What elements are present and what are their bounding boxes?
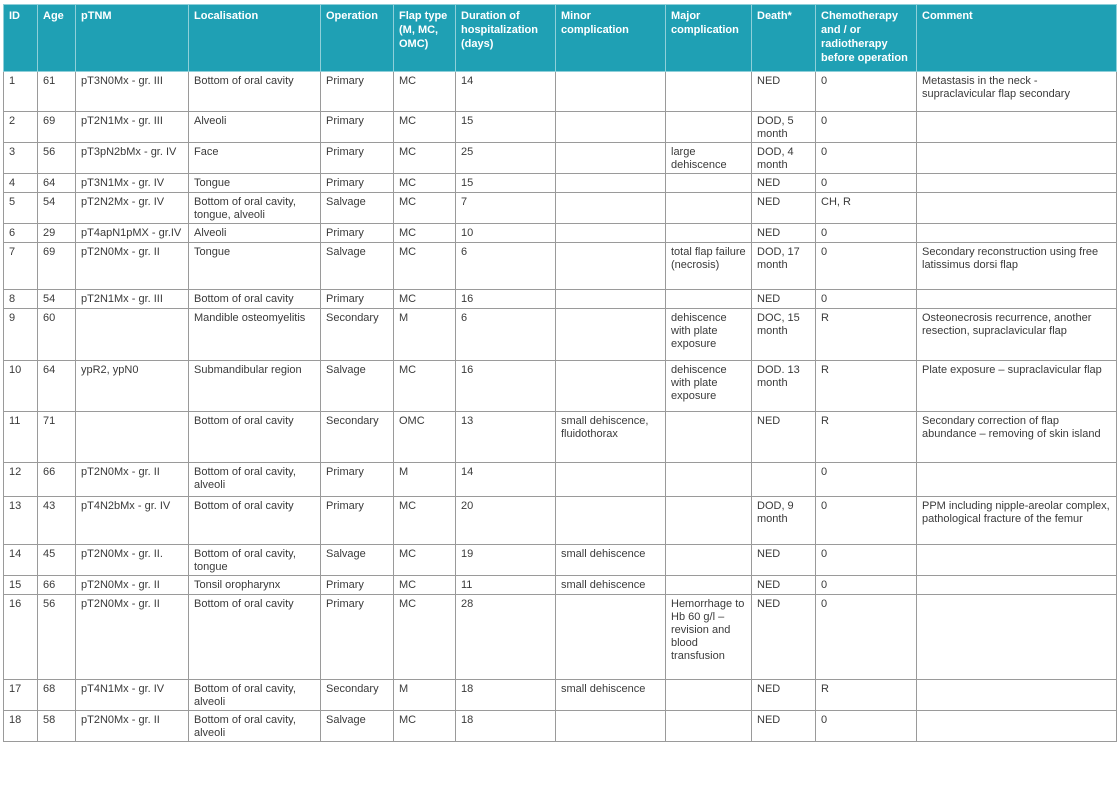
table-cell-ptnm: pT2N1Mx - gr. III — [76, 290, 189, 309]
table-cell-flap-type: MC — [394, 545, 456, 576]
table-cell-minor-complication: small dehiscence — [556, 576, 666, 595]
table-row — [4, 72, 1117, 112]
table-cell-localisation: Bottom of oral cavity — [189, 412, 321, 463]
column-header-major-complication: Major complication — [666, 5, 752, 72]
column-header-comment: Comment — [917, 5, 1117, 72]
table-cell-localisation: Bottom of oral cavity — [189, 497, 321, 545]
table-cell-minor-complication — [556, 463, 666, 497]
table-cell-duration: 14 — [456, 463, 556, 497]
table-cell-operation: Primary — [321, 174, 394, 193]
table-cell-death: NED — [752, 412, 816, 463]
table-cell-flap-type: MC — [394, 576, 456, 595]
table-cell-flap-type: M — [394, 309, 456, 361]
table-cell-localisation: Face — [189, 143, 321, 174]
table-row — [4, 680, 1117, 711]
table-cell-age: 56 — [38, 595, 76, 680]
table-cell-minor-complication — [556, 112, 666, 143]
table-container — [3, 4, 1117, 742]
table-cell-age: 54 — [38, 290, 76, 309]
table-cell-id: 8 — [4, 290, 38, 309]
table-cell-flap-type: MC — [394, 174, 456, 193]
table-cell-death: DOD, 9 month — [752, 497, 816, 545]
table-cell-id: 3 — [4, 143, 38, 174]
table-cell-chemo-radio: 0 — [816, 595, 917, 680]
table-cell-major-complication — [666, 680, 752, 711]
table-cell-duration: 6 — [456, 243, 556, 290]
table-cell-id: 14 — [4, 545, 38, 576]
table-row — [4, 193, 1117, 224]
table-cell-localisation: Alveoli — [189, 224, 321, 243]
table-cell-id: 13 — [4, 497, 38, 545]
table-cell-ptnm: pT2N1Mx - gr. III — [76, 112, 189, 143]
table-cell-major-complication — [666, 224, 752, 243]
table-cell-death: NED — [752, 174, 816, 193]
table-cell-flap-type: MC — [394, 143, 456, 174]
table-cell-comment: Secondary correction of flap abundance – removing of skin island — [917, 412, 1117, 463]
column-header-localisation: Localisation — [189, 5, 321, 72]
column-header-minor-complication: Minor complication — [556, 5, 666, 72]
table-cell-minor-complication — [556, 595, 666, 680]
table-cell-operation: Salvage — [321, 193, 394, 224]
table-cell-death: NED — [752, 711, 816, 742]
table-cell-death: DOD, 17 month — [752, 243, 816, 290]
table-cell-id: 17 — [4, 680, 38, 711]
table-cell-chemo-radio: 0 — [816, 463, 917, 497]
table-cell-age: 54 — [38, 193, 76, 224]
table-cell-ptnm: pT2N0Mx - gr. II — [76, 595, 189, 680]
table-cell-death: DOD, 4 month — [752, 143, 816, 174]
table-cell-minor-complication — [556, 309, 666, 361]
table-row — [4, 463, 1117, 497]
table-cell-operation: Primary — [321, 595, 394, 680]
patient-table — [3, 4, 1117, 742]
table-cell-chemo-radio: 0 — [816, 174, 917, 193]
table-cell-id: 7 — [4, 243, 38, 290]
table-cell-id: 10 — [4, 361, 38, 412]
table-cell-minor-complication: small dehiscence — [556, 545, 666, 576]
table-row — [4, 595, 1117, 680]
table-cell-operation: Secondary — [321, 680, 394, 711]
table-cell-localisation: Bottom of oral cavity, alveoli — [189, 463, 321, 497]
table-cell-age: 71 — [38, 412, 76, 463]
table-cell-localisation: Alveoli — [189, 112, 321, 143]
table-cell-chemo-radio: R — [816, 361, 917, 412]
table-cell-death: NED — [752, 545, 816, 576]
table-cell-localisation: Bottom of oral cavity — [189, 72, 321, 112]
table-cell-minor-complication — [556, 72, 666, 112]
table-cell-age: 58 — [38, 711, 76, 742]
table-cell-age: 61 — [38, 72, 76, 112]
table-cell-major-complication — [666, 112, 752, 143]
table-cell-major-complication — [666, 576, 752, 595]
table-cell-chemo-radio: 0 — [816, 112, 917, 143]
table-cell-id: 12 — [4, 463, 38, 497]
table-cell-age: 64 — [38, 174, 76, 193]
table-cell-chemo-radio: 0 — [816, 224, 917, 243]
table-cell-ptnm — [76, 309, 189, 361]
table-cell-death: DOC, 15 month — [752, 309, 816, 361]
table-cell-ptnm — [76, 412, 189, 463]
column-header-flap-type: Flap type (M, MC, OMC) — [394, 5, 456, 72]
table-cell-duration: 6 — [456, 309, 556, 361]
table-cell-duration: 15 — [456, 174, 556, 193]
table-cell-chemo-radio: 0 — [816, 576, 917, 595]
table-cell-flap-type: MC — [394, 243, 456, 290]
table-cell-localisation: Bottom of oral cavity, tongue — [189, 545, 321, 576]
table-cell-operation: Primary — [321, 224, 394, 243]
table-cell-major-complication: dehiscence with plate exposure — [666, 309, 752, 361]
table-cell-chemo-radio: R — [816, 412, 917, 463]
table-cell-flap-type: MC — [394, 72, 456, 112]
table-row — [4, 412, 1117, 463]
table-cell-minor-complication — [556, 361, 666, 412]
table-cell-ptnm: pT2N2Mx - gr. IV — [76, 193, 189, 224]
table-cell-localisation: Tonsil oropharynx — [189, 576, 321, 595]
table-cell-duration: 16 — [456, 361, 556, 412]
table-cell-flap-type: M — [394, 680, 456, 711]
table-cell-localisation: Tongue — [189, 243, 321, 290]
table-cell-duration: 13 — [456, 412, 556, 463]
table-cell-death — [752, 463, 816, 497]
column-header-id: ID — [4, 5, 38, 72]
table-cell-major-complication: dehiscence with plate exposure — [666, 361, 752, 412]
table-cell-flap-type: OMC — [394, 412, 456, 463]
table-row — [4, 497, 1117, 545]
table-cell-flap-type: MC — [394, 193, 456, 224]
table-row — [4, 711, 1117, 742]
table-cell-operation: Primary — [321, 290, 394, 309]
table-cell-duration: 14 — [456, 72, 556, 112]
table-cell-ptnm: pT2N0Mx - gr. II — [76, 576, 189, 595]
table-cell-operation: Salvage — [321, 243, 394, 290]
table-cell-death: NED — [752, 576, 816, 595]
table-cell-operation: Primary — [321, 463, 394, 497]
table-cell-comment: Plate exposure – supraclavicular flap — [917, 361, 1117, 412]
table-cell-operation: Primary — [321, 576, 394, 595]
table-cell-major-complication — [666, 497, 752, 545]
table-cell-operation: Primary — [321, 497, 394, 545]
table-cell-localisation: Tongue — [189, 174, 321, 193]
table-cell-duration: 25 — [456, 143, 556, 174]
table-body — [4, 72, 1117, 742]
table-cell-major-complication — [666, 545, 752, 576]
table-cell-comment: PPM including nipple-areolar complex, pathological fracture of the femur — [917, 497, 1117, 545]
table-cell-comment — [917, 545, 1117, 576]
table-cell-localisation: Bottom of oral cavity, alveoli — [189, 711, 321, 742]
table-cell-major-complication — [666, 72, 752, 112]
table-cell-flap-type: M — [394, 463, 456, 497]
table-cell-age: 56 — [38, 143, 76, 174]
table-row — [4, 290, 1117, 309]
table-cell-duration: 18 — [456, 680, 556, 711]
table-cell-death: NED — [752, 72, 816, 112]
table-row — [4, 224, 1117, 243]
table-row — [4, 361, 1117, 412]
table-cell-major-complication — [666, 174, 752, 193]
table-cell-flap-type: MC — [394, 497, 456, 545]
table-cell-age: 29 — [38, 224, 76, 243]
table-cell-comment — [917, 193, 1117, 224]
table-cell-id: 2 — [4, 112, 38, 143]
table-cell-death: NED — [752, 680, 816, 711]
table-cell-duration: 10 — [456, 224, 556, 243]
table-cell-chemo-radio: 0 — [816, 545, 917, 576]
table-cell-age: 69 — [38, 243, 76, 290]
table-cell-minor-complication: small dehiscence, fluidothorax — [556, 412, 666, 463]
table-cell-id: 6 — [4, 224, 38, 243]
table-row — [4, 243, 1117, 290]
table-cell-id: 9 — [4, 309, 38, 361]
table-cell-minor-complication — [556, 174, 666, 193]
table-row — [4, 545, 1117, 576]
table-cell-comment — [917, 112, 1117, 143]
table-cell-ptnm: pT2N0Mx - gr. II. — [76, 545, 189, 576]
table-cell-operation: Secondary — [321, 412, 394, 463]
table-cell-age: 43 — [38, 497, 76, 545]
table-cell-id: 11 — [4, 412, 38, 463]
table-cell-ptnm: pT2N0Mx - gr. II — [76, 243, 189, 290]
table-cell-localisation: Submandibular region — [189, 361, 321, 412]
table-cell-comment — [917, 595, 1117, 680]
table-cell-id: 15 — [4, 576, 38, 595]
table-row — [4, 112, 1117, 143]
table-cell-age: 60 — [38, 309, 76, 361]
table-cell-localisation: Bottom of oral cavity — [189, 595, 321, 680]
table-cell-death: NED — [752, 595, 816, 680]
table-cell-ptnm: pT4N2bMx - gr. IV — [76, 497, 189, 545]
table-row — [4, 309, 1117, 361]
table-row — [4, 576, 1117, 595]
table-cell-flap-type: MC — [394, 595, 456, 680]
table-cell-minor-complication — [556, 193, 666, 224]
table-cell-minor-complication — [556, 711, 666, 742]
table-cell-operation: Primary — [321, 112, 394, 143]
table-cell-duration: 20 — [456, 497, 556, 545]
table-cell-comment — [917, 224, 1117, 243]
table-cell-chemo-radio: 0 — [816, 72, 917, 112]
table-cell-minor-complication: small dehiscence — [556, 680, 666, 711]
table-cell-minor-complication — [556, 243, 666, 290]
table-cell-chemo-radio: R — [816, 680, 917, 711]
table-cell-ptnm: pT4apN1pMX - gr.IV — [76, 224, 189, 243]
table-cell-comment — [917, 290, 1117, 309]
table-cell-operation: Salvage — [321, 545, 394, 576]
table-cell-operation: Salvage — [321, 361, 394, 412]
table-cell-localisation: Bottom of oral cavity, tongue, alveoli — [189, 193, 321, 224]
table-row — [4, 174, 1117, 193]
table-cell-duration: 18 — [456, 711, 556, 742]
table-cell-operation: Primary — [321, 143, 394, 174]
table-cell-ptnm: pT3N1Mx - gr. IV — [76, 174, 189, 193]
table-cell-major-complication: total flap failure (necrosis) — [666, 243, 752, 290]
table-cell-chemo-radio: 0 — [816, 243, 917, 290]
table-cell-minor-complication — [556, 497, 666, 545]
table-cell-duration: 16 — [456, 290, 556, 309]
table-cell-ptnm: pT2N0Mx - gr. II — [76, 463, 189, 497]
table-cell-age: 66 — [38, 463, 76, 497]
table-cell-duration: 7 — [456, 193, 556, 224]
table-cell-comment — [917, 576, 1117, 595]
table-cell-id: 16 — [4, 595, 38, 680]
table-cell-major-complication — [666, 412, 752, 463]
column-header-duration: Duration of hospitalization (days) — [456, 5, 556, 72]
table-cell-operation: Primary — [321, 72, 394, 112]
column-header-operation: Operation — [321, 5, 394, 72]
table-cell-flap-type: MC — [394, 290, 456, 309]
table-cell-age: 45 — [38, 545, 76, 576]
table-cell-duration: 11 — [456, 576, 556, 595]
table-cell-comment — [917, 463, 1117, 497]
table-cell-chemo-radio: 0 — [816, 290, 917, 309]
table-cell-chemo-radio: 0 — [816, 143, 917, 174]
table-cell-comment: Secondary reconstruction using free latissimus dorsi flap — [917, 243, 1117, 290]
table-cell-duration: 19 — [456, 545, 556, 576]
column-header-death: Death* — [752, 5, 816, 72]
table-cell-ptnm: pT2N0Mx - gr. II — [76, 711, 189, 742]
table-cell-age: 69 — [38, 112, 76, 143]
table-cell-age: 68 — [38, 680, 76, 711]
table-cell-comment — [917, 174, 1117, 193]
table-cell-id: 5 — [4, 193, 38, 224]
table-cell-flap-type: MC — [394, 361, 456, 412]
table-cell-ptnm: ypR2, ypN0 — [76, 361, 189, 412]
table-cell-minor-complication — [556, 290, 666, 309]
table-header-row — [4, 5, 1117, 72]
table-cell-chemo-radio: 0 — [816, 711, 917, 742]
table-cell-comment: Metastasis in the neck - supraclavicular flap secondary — [917, 72, 1117, 112]
table-cell-localisation: Mandible osteomyelitis — [189, 309, 321, 361]
table-cell-age: 66 — [38, 576, 76, 595]
column-header-age: Age — [38, 5, 76, 72]
table-cell-major-complication: Hemorrhage to Hb 60 g/l – revision and blood transfusion — [666, 595, 752, 680]
table-cell-major-complication — [666, 711, 752, 742]
table-cell-minor-complication — [556, 143, 666, 174]
table-cell-major-complication — [666, 463, 752, 497]
table-cell-minor-complication — [556, 224, 666, 243]
table-cell-operation: Secondary — [321, 309, 394, 361]
table-cell-comment: Osteonecrosis recurrence, another resection, supraclavicular flap — [917, 309, 1117, 361]
column-header-chemo-radio: Chemotherapy and / or radiotherapy before operation — [816, 5, 917, 72]
table-cell-comment — [917, 680, 1117, 711]
table-cell-flap-type: MC — [394, 711, 456, 742]
table-cell-major-complication: large dehiscence — [666, 143, 752, 174]
table-cell-death: NED — [752, 290, 816, 309]
table-cell-ptnm: pT3pN2bMx - gr. IV — [76, 143, 189, 174]
table-cell-chemo-radio: 0 — [816, 497, 917, 545]
table-cell-death: DOD, 5 month — [752, 112, 816, 143]
table-cell-comment — [917, 711, 1117, 742]
table-cell-id: 1 — [4, 72, 38, 112]
table-cell-death: NED — [752, 224, 816, 243]
column-header-ptnm: pTNM — [76, 5, 189, 72]
table-cell-id: 18 — [4, 711, 38, 742]
table-cell-flap-type: MC — [394, 224, 456, 243]
table-cell-localisation: Bottom of oral cavity — [189, 290, 321, 309]
table-cell-chemo-radio: R — [816, 309, 917, 361]
table-cell-death: NED — [752, 193, 816, 224]
table-cell-major-complication — [666, 193, 752, 224]
table-cell-age: 64 — [38, 361, 76, 412]
table-cell-localisation: Bottom of oral cavity, alveoli — [189, 680, 321, 711]
table-cell-comment — [917, 143, 1117, 174]
table-cell-major-complication — [666, 290, 752, 309]
table-cell-operation: Salvage — [321, 711, 394, 742]
table-row — [4, 143, 1117, 174]
table-cell-duration: 28 — [456, 595, 556, 680]
table-cell-id: 4 — [4, 174, 38, 193]
table-cell-flap-type: MC — [394, 112, 456, 143]
table-cell-ptnm: pT4N1Mx - gr. IV — [76, 680, 189, 711]
table-cell-death: DOD. 13 month — [752, 361, 816, 412]
table-cell-chemo-radio: CH, R — [816, 193, 917, 224]
table-cell-ptnm: pT3N0Mx - gr. III — [76, 72, 189, 112]
table-cell-duration: 15 — [456, 112, 556, 143]
